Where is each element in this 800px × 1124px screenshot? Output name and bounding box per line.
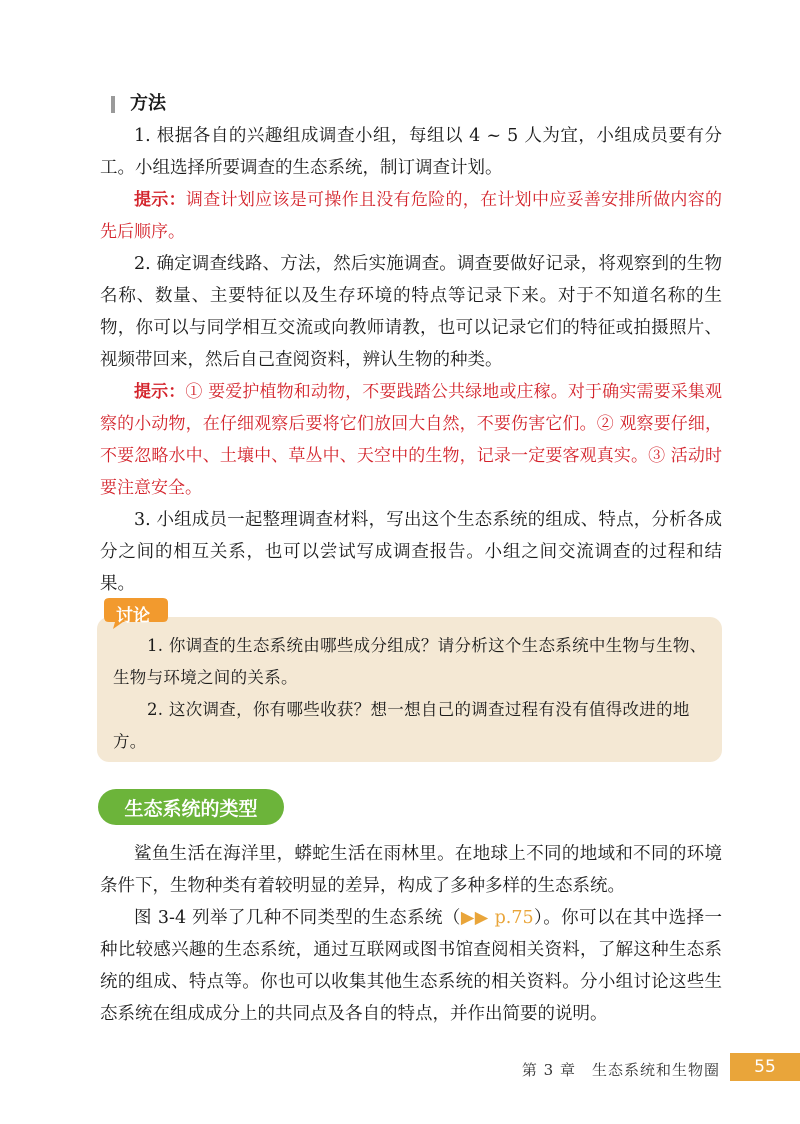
discussion-questions [113, 630, 711, 758]
page-footer [0, 1053, 800, 1083]
section-paragraph-2-end: ）。你可以在其中选择一种比较感兴趣的生态系统，通过互联网或图书馆查阅相关资料，了解这种生态系统的组成、特点等。你也可以收集其他生态系统的相关资料。分小组讨论这些生态系统在组成成分上的共同点及各自的特点，并作出简要的说明。 [100, 908, 723, 1024]
tip-2 [100, 376, 722, 504]
discussion-question-1: 1. 你调查的生态系统由哪些成分组成？请分析这个生态系统中生物与生物、生物与环境之间的关系。 [113, 636, 707, 687]
page-number: 55 [730, 1053, 800, 1081]
method-step-3: 3. 小组成员一起整理调查材料，写出这个生态系统的组成、特点，分析各成分之间的相互关系，也可以尝试写成调查报告。小组之间交流调查的过程和结果。 [100, 510, 722, 594]
tip-2-label: 提示： [134, 382, 186, 402]
tip-1-label: 提示： [134, 190, 186, 210]
method-section [100, 88, 722, 600]
method-step-2: 2. 确定调查线路、方法，然后实施调查。调查要做好记录，将观察到的生物名称、数量、主要特征以及生存环境的特点等记录下来。对于不知道名称的生物，你可以与同学相互交流或向教师请教，也可以记录它们的特征或拍摄照片、视频带回来，然后自己查阅资料，辨认生物的种类。 [100, 254, 722, 370]
tip-2-text: ① 要爱护植物和动物，不要践踏公共绿地或庄稼。对于确实需要采集观察的小动物，在仔细观察后要将它们放回大自然，不要伤害它们。② 观察要仔细，不要忽略水中、土壤中、草丛中、天空中的生物，记录一定要客观真实。③ 活动时要注意安全。 [100, 382, 722, 498]
method-step-1: 1. 根据各自的兴趣组成调查小组，每组以 4 ~ 5 人为宜，小组成员要有分工。小组选择所要调查的生态系统，制订调查计划。 [100, 126, 722, 178]
chapter-title: 生态系统和生物圈 [591, 1061, 720, 1079]
section-paragraph-1: 鲨鱼生活在海洋里，蟒蛇生活在雨林里。在地球上不同的地域和不同的环境条件下，生物种类有着较明显的差异，构成了多种多样的生态系统。 [100, 844, 722, 896]
method-heading [100, 88, 722, 120]
method-heading-text: 方法 [130, 93, 166, 114]
section-title: 生态系统的类型 [124, 798, 258, 820]
section-title-banner [98, 789, 284, 825]
discussion-tag-label: 讨论 [116, 606, 150, 626]
discussion-question-2: 2. 这次调查，你有哪些收获？想一想自己的调查过程有没有值得改进的地方。 [113, 700, 690, 751]
ecosystem-types-body [100, 838, 722, 1030]
chapter-running-title [522, 1059, 720, 1080]
tip-1-text: 调查计划应该是可操作且没有危险的，在计划中应妥善安排所做内容的先后顺序。 [100, 190, 723, 242]
section-paragraph-2-start: 图 3-4 列举了几种不同类型的生态系统（ [134, 908, 461, 928]
heading-bar-icon [111, 96, 115, 113]
tip-1 [100, 184, 722, 248]
discussion-tag [103, 596, 169, 630]
section-paragraph-2 [100, 902, 722, 1030]
page-reference-link[interactable]: ▶▶ p.75 [460, 908, 534, 928]
chapter-number: 第 3 章 [521, 1061, 576, 1079]
